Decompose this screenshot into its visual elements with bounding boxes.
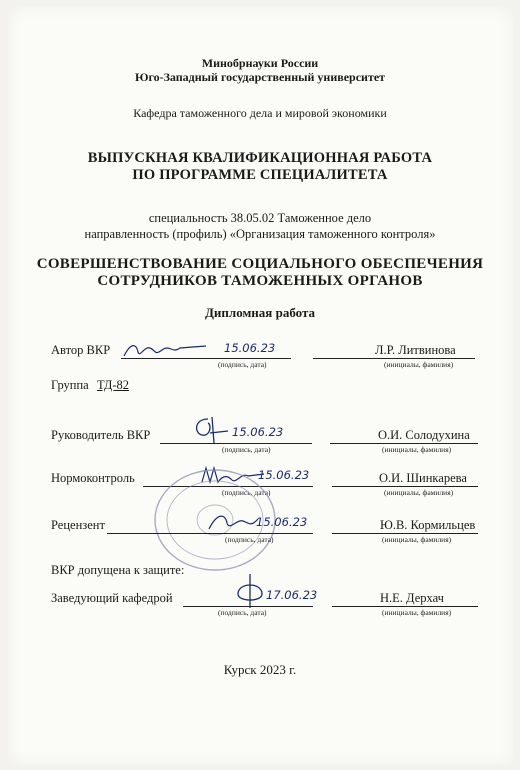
author-sign-hint: (подпись, дата) (218, 360, 267, 369)
head-name: Н.Е. Дерхач (380, 591, 444, 605)
supervisor-date: 15.06.23 (232, 425, 284, 439)
supervisor-signature (188, 413, 238, 447)
head-row (0, 588, 520, 628)
supervisor-row (0, 425, 520, 465)
supervisor-sign-hint: (подпись, дата) (222, 445, 271, 454)
normcontrol-date: 15.06.23 (258, 468, 310, 482)
group-label: Группа (51, 378, 89, 392)
city-year: Курск 2023 г. (223, 662, 297, 677)
specialty-line1: специальность 38.05.02 Таможенное дело (148, 211, 372, 225)
author-row (0, 340, 520, 380)
reviewer-name-line (332, 533, 478, 534)
normcontrol-name: О.И. Шинкарева (379, 471, 467, 485)
document-type: Дипломная работа (204, 305, 316, 320)
specialty-line2: направленность (профиль) «Организация таможенного контроля» (84, 227, 436, 241)
head-label: Заведующий кафедрой (51, 591, 173, 605)
author-name: Л.Р. Литвинова (375, 343, 456, 357)
supervisor-name-hint: (инициалы, фамилия) (382, 445, 452, 454)
work-type-line2: ПО ПРОГРАММЕ СПЕЦИАЛИТЕТА (132, 167, 388, 183)
normcontrol-sign-hint: (подпись, дата) (222, 488, 271, 497)
head-sign-hint: (подпись, дата) (218, 608, 267, 617)
reviewer-name-hint: (инициалы, фамилия) (382, 535, 452, 544)
ministry-name: Минобрнауки России (201, 56, 319, 70)
group-value: ТД-82 (97, 378, 130, 392)
normcontrol-name-line (332, 486, 478, 487)
topic-line1: СОВЕРШЕНСТВОВАНИЕ СОЦИАЛЬНОГО ОБЕСПЕЧЕНИЯ (36, 256, 484, 272)
head-name-hint: (инициалы, фамилия) (382, 608, 452, 617)
work-type-line1: ВЫПУСКНАЯ КВАЛИФИКАЦИОННАЯ РАБОТА (87, 150, 433, 166)
author-label: Автор ВКР (51, 343, 111, 357)
group-row (0, 378, 520, 418)
normcontrol-label: Нормоконтроль (51, 471, 135, 485)
normcontrol-name-hint: (инициалы, фамилия) (384, 488, 454, 497)
author-name-line (313, 358, 475, 359)
head-date: 17.06.23 (266, 588, 318, 602)
reviewer-signature (205, 509, 260, 535)
reviewer-name: Ю.В. Кормильцев (380, 518, 476, 532)
university-name: Юго-Западный государственный университет (134, 70, 386, 84)
reviewer-row (0, 515, 520, 555)
supervisor-label: Руководитель ВКР (51, 428, 151, 442)
reviewer-sign-hint: (подпись, дата) (225, 535, 274, 544)
supervisor-name-line (330, 443, 478, 444)
author-date: 15.06.23 (224, 341, 276, 355)
admitted-text: ВКР допущена к защите: (51, 563, 185, 577)
topic-line2: СОТРУДНИКОВ ТАМОЖЕННЫХ ОРГАНОВ (97, 273, 423, 289)
reviewer-date: 15.06.23 (256, 515, 308, 529)
reviewer-label: Рецензент (51, 518, 105, 532)
supervisor-name: О.И. Солодухина (378, 428, 470, 442)
head-name-line (332, 606, 478, 607)
department-name: Кафедра таможенного дела и мировой экономики (133, 106, 387, 120)
author-signature (120, 338, 210, 362)
author-name-hint: (инициалы, фамилия) (384, 360, 454, 369)
